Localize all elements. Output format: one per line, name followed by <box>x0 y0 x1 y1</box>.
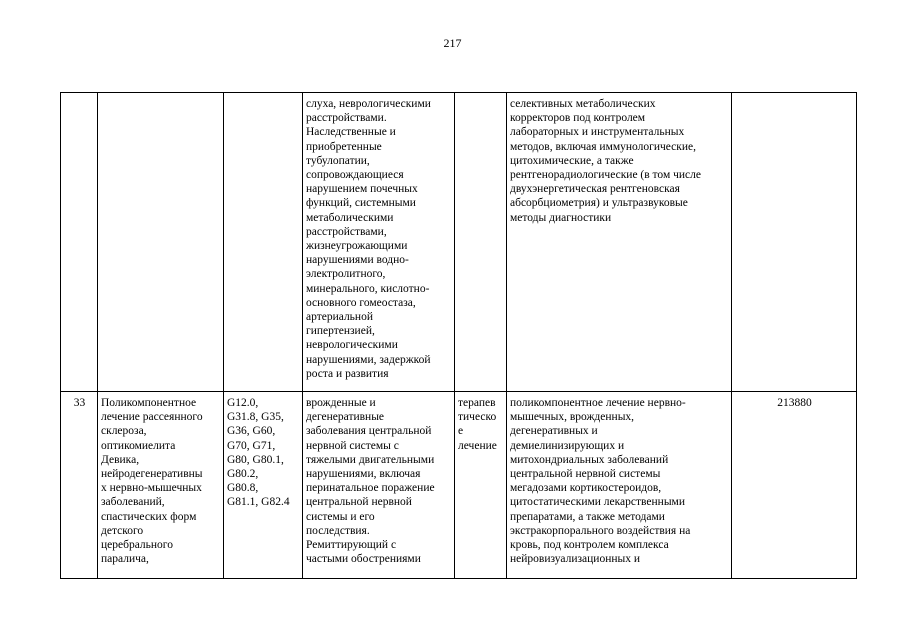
service-name-cell <box>98 93 224 392</box>
service-name-cell: Поликомпонентное лечение рассеянного склероза, оптикомиелита Девика, нейродегенеративны х нервно-мышечных заболеваний, спастических форм детского церебрального паралича, <box>98 392 224 579</box>
treatment-type-cell <box>455 93 507 392</box>
medical-care-table <box>60 92 857 579</box>
patient-model-cell: врожденные и дегенеративные заболевания центральной нервной системы с тяжелыми двигательными нарушениями, включая перинатальное поражение центральной нервной системы и его последствия. Ремиттирующий с частыми обострениями <box>303 392 455 579</box>
table-row <box>61 93 857 392</box>
patient-model-cell: слуха, неврологическими расстройствами. Наследственные и приобретенные тубулопатии, сопровождающиеся нарушением почечных функций, системными метаболическими расстройствами, жизнеугрожающими нарушениями водно- электролитного, минерального, кислотно- основного гомеостаза, артериальной гипертензией, неврологическими нарушениями, задержкой роста и развития <box>303 93 455 392</box>
treatment-method-cell: селективных метаболических корректоров под контролем лабораторных и инструментальных методов, включая иммунологические, цитохимические, а также рентгенорадиологические (в том числе двухэнергетическая рентгеновская абсорбциометрия) и ультразвуковые методы диагностики <box>507 93 732 392</box>
icd-codes-cell: G12.0, G31.8, G35, G36, G60, G70, G71, G80, G80.1, G80.2, G80.8, G81.1, G82.4 <box>224 392 303 579</box>
row-number-cell <box>61 93 98 392</box>
row-number-cell: 33 <box>61 392 98 579</box>
icd-codes-cell <box>224 93 303 392</box>
treatment-type-cell: терапев тическо е лечение <box>455 392 507 579</box>
treatment-method-cell: поликомпонентное лечение нервно- мышечных, врожденных, дегенеративных и демиелинизирующих и митохондриальных заболеваний центральной нервной системы мегадозами кортикостероидов, цитостатическими лекарственными препаратами, а также методами экстракорпорального воздействия на кровь, под контролем комплекса нейровизуализационных и <box>507 392 732 579</box>
table-row <box>61 392 857 579</box>
page-number: 217 <box>443 36 462 50</box>
cost-cell: 213880 <box>732 392 857 579</box>
cost-cell <box>732 93 857 392</box>
